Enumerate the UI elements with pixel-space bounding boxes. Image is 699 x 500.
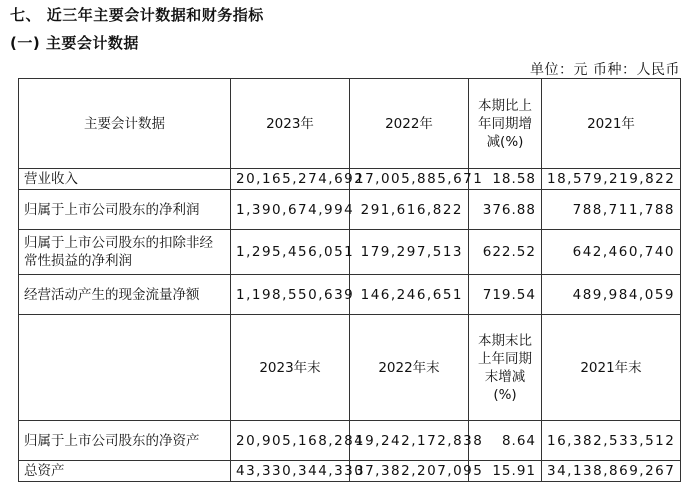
subheader-2022: 2022年末 [350,315,469,421]
row-label: 总资产 [19,461,231,482]
value-2022: 179,297,513 [350,230,469,275]
value-2023: 43,330,344,330 [231,461,350,482]
header-2022: 2022年 [350,79,469,169]
subheader-2021: 2021年末 [542,315,681,421]
value-2023: 20,905,168,284 [231,421,350,461]
table-row [19,461,681,482]
row-label: 营业收入 [19,169,231,190]
table-row [19,275,681,315]
value-2022: 291,616,822 [350,190,469,230]
value-2022: 19,242,172,838 [350,421,469,461]
row-label: 归属于上市公司股东的扣除非经常性损益的净利润 [19,230,231,275]
value-2022: 37,382,207,095 [350,461,469,482]
subheader-change: 本期末比上年同期末增减(%) [469,315,542,421]
value-2022: 146,246,651 [350,275,469,315]
value-change: 18.58 [469,169,542,190]
value-2021: 16,382,533,512 [542,421,681,461]
row-label: 归属于上市公司股东的净利润 [19,190,231,230]
value-2021: 489,984,059 [542,275,681,315]
value-change: 8.64 [469,421,542,461]
table-subheader-row [19,315,681,421]
header-item: 主要会计数据 [19,79,231,169]
value-change: 719.54 [469,275,542,315]
key-accounting-data-table [18,78,681,482]
table-row [19,190,681,230]
value-2021: 788,711,788 [542,190,681,230]
subsection-title: (一) 主要会计数据 [10,34,139,52]
row-label: 归属于上市公司股东的净资产 [19,421,231,461]
table-header-row [19,79,681,169]
row-label: 经营活动产生的现金流量净额 [19,275,231,315]
unit-currency-note: 单位：元 币种：人民币 [530,62,680,78]
table-row [19,421,681,461]
value-2021: 34,138,869,267 [542,461,681,482]
value-2022: 17,005,885,671 [350,169,469,190]
section-title: 七、 近三年主要会计数据和财务指标 [10,6,264,24]
value-2023: 1,295,456,051 [231,230,350,275]
header-change: 本期比上年同期增减(%) [469,79,542,169]
value-2021: 18,579,219,822 [542,169,681,190]
subheader-2023: 2023年末 [231,315,350,421]
value-2023: 1,198,550,639 [231,275,350,315]
table-row [19,230,681,275]
value-2021: 642,460,740 [542,230,681,275]
table-row [19,169,681,190]
value-2023: 20,165,274,692 [231,169,350,190]
header-2021: 2021年 [542,79,681,169]
value-change: 15.91 [469,461,542,482]
value-2023: 1,390,674,994 [231,190,350,230]
header-2023: 2023年 [231,79,350,169]
value-change: 376.88 [469,190,542,230]
subheader-blank [19,315,231,421]
value-change: 622.52 [469,230,542,275]
